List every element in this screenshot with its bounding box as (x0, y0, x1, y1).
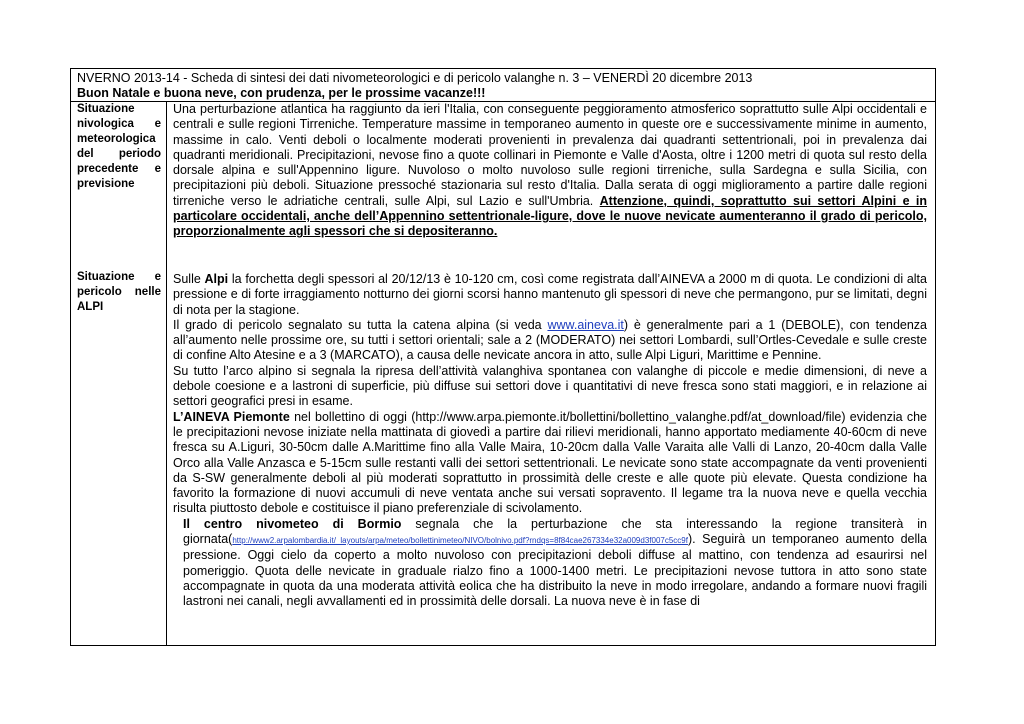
table-body (71, 102, 935, 645)
alps-paragraph-activity: Su tutto l’arco alpino si segnala la ripresa dell’attività valanghiva spontanea con valanghe di piccole e medie dimensioni, di neve a debole coesione e a lastroni di superficie, più diffuse sui settori dove i quantitativi di neve fresca sono stati maggiori, e in relazione ai settori geografici presi in esame. (173, 363, 927, 409)
section-content-weather (173, 102, 927, 240)
section-content-alps (173, 272, 927, 610)
section-label-alps: Situazione e pericolo nelle ALPI (77, 271, 161, 313)
aineva-link[interactable]: www.aineva.it (547, 317, 624, 332)
bulletin-table (70, 68, 936, 646)
alps-paragraph-thickness: Sulle Alpi la forchetta degli spessori al 20/12/13 è 10-120 cm, così come registrata dall’AINEVA a 2000 m di quota. Le condizioni di alta pressione e di forte irraggiamento notturno dei giorni scorsi hanno mantenuto gli spessori di neve che permangono, pur se limitati, degni di nota per la stagione. (173, 272, 927, 317)
bulletin-greeting: Buon Natale e buona neve, con prudenza, per le prossime vacanze!!! (77, 85, 486, 100)
alps-paragraph-piemonte: L’AINEVA Piemonte nel bollettino di oggi (http://www.arpa.piemonte.it/bollettini/bollettino_valanghe.pdf/at_download/file) evidenzia che le precipitazioni nevose iniziate nella mattinata di giovedì a partire dai rilievi meridionali, hanno apportato mediamente 40-60cm di neve fresca su A.Liguri, 30-50cm dalle A.Marittime fino alla Valle Maira, 10-20cm dalla Valle Varaita alle Valli di Lanzo, 20-40cm dalla Valle Orco alla Valle Anzasca e 5-15cm sulle restanti valli dei settori settentrionali. Le nevicate sono state accompagnate da venti provenienti da S-SW generalmente deboli al più moderati soprattutto in prossimità delle creste e alle quote più elevate. Questa condizione ha favorito la formazione di nuovi accumuli di neve ventata anche sui versati sopravento. Il legame tra la nuova neve e quella vecchia risulta piuttosto debole e costituisce il piano preferenziale di scivolamento. (173, 409, 928, 516)
section-label-weather: Situazione nivologica e meteorologica del periodo precedente e previsione (77, 103, 161, 190)
bulletin-title: NVERNO 2013-14 - Scheda di sintesi dei dati nivometeorologici e di pericolo valanghe n. 3 – VENERDÌ 20 dicembre 2013 (77, 71, 753, 85)
alps-paragraph-bormio: Il centro nivometeo di Bormio segnala che la perturbazione che sta interessando la regione transiterà in giornata(http://www2.arpalombardia.it/_layouts/arpa/meteo/bollettinimeteo/NIVO/bolnivo.pdf?rndqs=8f84cae267334e32a009d3f007c5cc9f). Seguirà un temporaneo aumento della pressione. Oggi cielo da coperto a molto nuvoloso con precipitazioni deboli diffuse al mattino, con tendenza ad esaurirsi nel pomeriggio. Quota delle nevicate in graduale rialzo fino a 1000-1400 metri. Le precipitazioni nevose tuttora in atto sono state accompagnate in quota da una moderata attività eolica che ha distribuito la neve in modo irregolare, andando a formare nuovi fragili lastroni nei canali, negli avvallamenti ed in prossimità delle dorsali. La nuova neve è in fase di (183, 516, 927, 609)
warning-text: Attenzione, quindi, soprattutto sui settori Alpini e in particolare occidentali, anche dell’Appennino settentrionale-ligure, dove le nuove nevicate aumenteranno il grado di pericolo, proporzionalmente agli spessori che si depositeranno. (173, 193, 927, 239)
alps-paragraph-danger: Il grado di pericolo segnalato su tutta la catena alpina (si veda www.aineva.it) è generalmente pari a 1 (DEBOLE), con tendenza all’aumento nelle prossime ore, su tutti i settori orientali; sale a 2 (MODERATO) nei settori Lombardi, sull’Ortles-Cevedale e sulle creste di confine Alto Atesine e a 3 (MARCATO), a causa delle nevicate ancora in atto, sulle Alpi Liguri, Marittime e Pennine. (173, 317, 928, 363)
column-divider (166, 102, 167, 645)
bormio-link[interactable]: http://www2.arpalombardia.it/_layouts/arpa/meteo/bollettinimeteo/NIVO/bolnivo.pdf?rndqs=8f84cae267334e32a009d3f007c5cc9f (232, 536, 688, 546)
header-row (71, 69, 935, 102)
weather-paragraph: Una perturbazione atlantica ha raggiunto da ieri l'Italia, con conseguente peggioramento atmosferico soprattutto sulle Alpi occidentali e centrali e sulle regioni Tirreniche. Temperature massime in temporaneo aumento in queste ore e successivamente minime in aumento, massime in calo. Venti deboli o localmente moderati provenienti in prevalenza dai quadranti settentrionali, poi in prevalenza dai quadranti meridionali. Precipitazioni, nevose fino a quote collinari in Piemonte e Valle d'Aosta, oltre i 1200 metri di quota sul resto della dorsale alpina e sull'Appennino ligure. Nuvoloso o molto nuvoloso sulle regioni tirreniche, sulla Sardegna e sulla Sicilia, con precipitazioni più deboli. Situazione pressoché stazionaria sul resto d'Italia. Dalla serata di oggi miglioramento a partire dalle regioni tirreniche verso le adriatiche centrali, sulle Alpi, sul Lazio e sull'Umbria. Attenzione, quindi, soprattutto sui settori Alpini e in particolare occidentali, anche dell’Appennino settentrionale-ligure, dove le nuove nevicate aumenteranno il grado di pericolo, proporzionalmente agli spessori che si depositeranno. (173, 102, 927, 239)
